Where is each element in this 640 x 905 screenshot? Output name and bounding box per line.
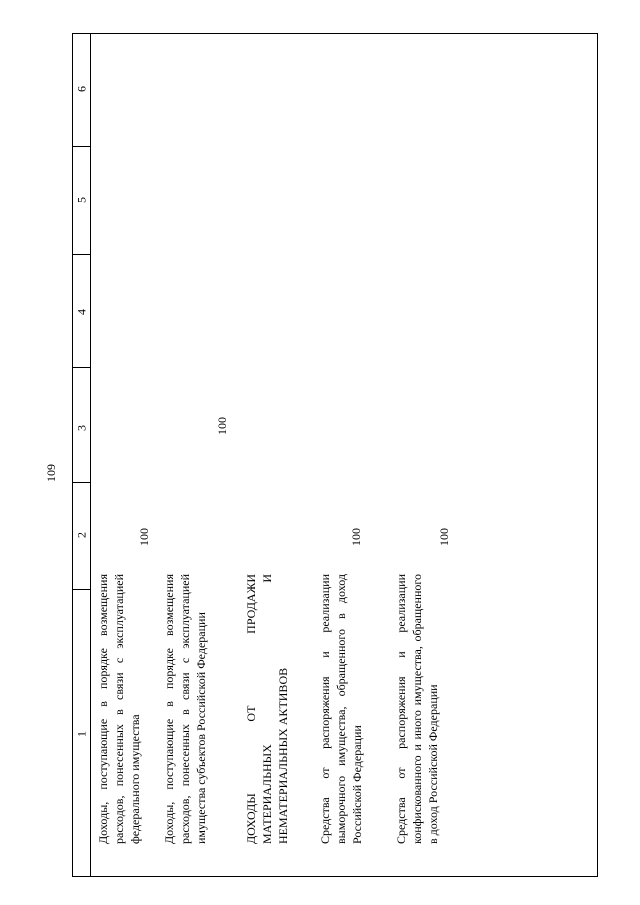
column-divider — [73, 146, 90, 147]
row-1-description: Доходы, поступающие в порядке возмещения расходов, понесенных в связи с эксплуатацией федерального имущества — [96, 574, 142, 844]
column-number-4: 4 — [74, 309, 89, 315]
column-number-6: 6 — [74, 86, 89, 92]
row-3-heading-line-3: НЕМАТЕРИАЛЬНЫХ АКТИВОВ — [276, 667, 290, 844]
budget-table — [72, 33, 598, 877]
row-2-value: 100 — [215, 417, 229, 435]
column-header-row — [73, 34, 91, 876]
row-3-heading-line-1: ДОХОДЫ ОТ ПРОДАЖИ — [244, 574, 258, 844]
column-divider — [73, 482, 90, 483]
row-4-description: Средства от распоряжения и реализации выморочного имущества, обращенного в доход Российской Федерации — [318, 574, 364, 844]
column-number-2: 2 — [74, 532, 89, 538]
row-5-description: Средства от распоряжения и реализации конфискованного и иного имущества, обращенного в доход Российской Федерации — [394, 574, 440, 844]
column-divider — [73, 254, 90, 255]
row-4-value: 100 — [349, 528, 363, 546]
row-5-value: 100 — [437, 528, 451, 546]
row-3-heading-line-2: МАТЕРИАЛЬНЫХ И — [260, 574, 274, 844]
row-3-section-heading — [243, 574, 291, 844]
row-1-value: 100 — [137, 528, 151, 546]
column-number-3: 3 — [74, 425, 89, 431]
page-number: 109 — [44, 464, 58, 482]
column-number-5: 5 — [74, 197, 89, 203]
column-number-1: 1 — [74, 731, 89, 737]
column-divider — [73, 367, 90, 368]
row-2-description: Доходы, поступающие в порядке возмещения расходов, понесенных в связи с эксплуатацией имущества субъектов Российской Федерации — [162, 574, 208, 844]
column-divider — [73, 589, 90, 590]
